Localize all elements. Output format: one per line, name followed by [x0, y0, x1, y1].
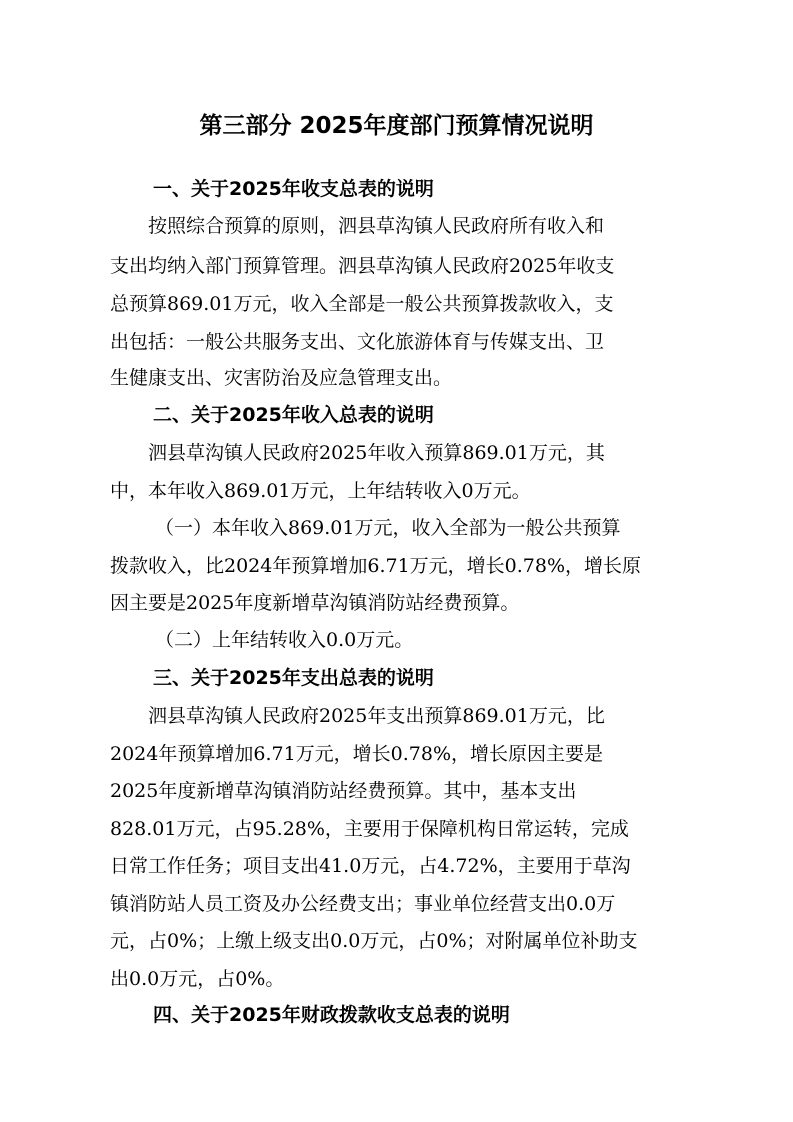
section-1-line-4: 出包括：一般公共服务支出、文化旅游体育与传媒支出、卫 — [110, 331, 605, 353]
section-1-line-3: 总预算869.01万元，收入全部是一般公共预算拨款收入，支 — [110, 293, 614, 315]
section-1-line-2: 支出均纳入部门预算管理。泗县草沟镇人民政府2025年收支 — [110, 255, 615, 277]
section-3-line-3: 2025年度新增草沟镇消防站经费预算。其中，基本支出 — [110, 780, 577, 802]
section-2-line-1: 泗县草沟镇人民政府2025年收入预算869.01万元，其 — [148, 442, 605, 464]
section-1-heading: 一、关于2025年收支总表的说明 — [153, 178, 434, 200]
section-3-line-8: 出0.0万元，占0%。 — [110, 968, 285, 990]
section-3-line-4: 828.01万元，占95.28%，主要用于保障机构日常运转，完成 — [110, 818, 629, 840]
section-2-line-5: 因主要是2025年度新增草沟镇消防站经费预算。 — [110, 592, 520, 614]
section-2-line-6: （二）上年结转收入0.0万元。 — [155, 629, 414, 651]
section-2-heading: 二、关于2025年收入总表的说明 — [153, 404, 434, 426]
section-2-line-2: 中，本年收入869.01万元，上年结转收入0万元。 — [110, 480, 531, 502]
section-1-line-5: 生健康支出、灾害防治及应急管理支出。 — [110, 367, 453, 389]
section-3-heading: 三、关于2025年支出总表的说明 — [153, 667, 434, 689]
section-2-line-3: （一）本年收入869.01万元，收入全部为一般公共预算 — [155, 517, 621, 539]
section-2-line-4: 拨款收入，比2024年预算增加6.71万元，增长0.78%，增长原 — [110, 555, 642, 577]
section-1-line-1: 按照综合预算的原则，泗县草沟镇人民政府所有收入和 — [148, 215, 605, 237]
section-3-line-7: 元，占0%；上缴上级支出0.0万元，占0%；对附属单位补助支 — [110, 930, 638, 952]
section-3-line-2: 2024年预算增加6.71万元，增长0.78%，增长原因主要是 — [110, 743, 604, 765]
section-4-heading: 四、关于2025年财政拨款收支总表的说明 — [153, 1004, 510, 1026]
page-title: 第三部分 2025年度部门预算情况说明 — [199, 113, 594, 139]
section-3-line-1: 泗县草沟镇人民政府2025年支出预算869.01万元，比 — [148, 705, 605, 727]
section-3-line-5: 日常工作任务；项目支出41.0万元，占4.72%，主要用于草沟 — [110, 855, 631, 877]
section-3-line-6: 镇消防站人员工资及办公经费支出；事业单位经营支出0.0万 — [110, 893, 616, 915]
